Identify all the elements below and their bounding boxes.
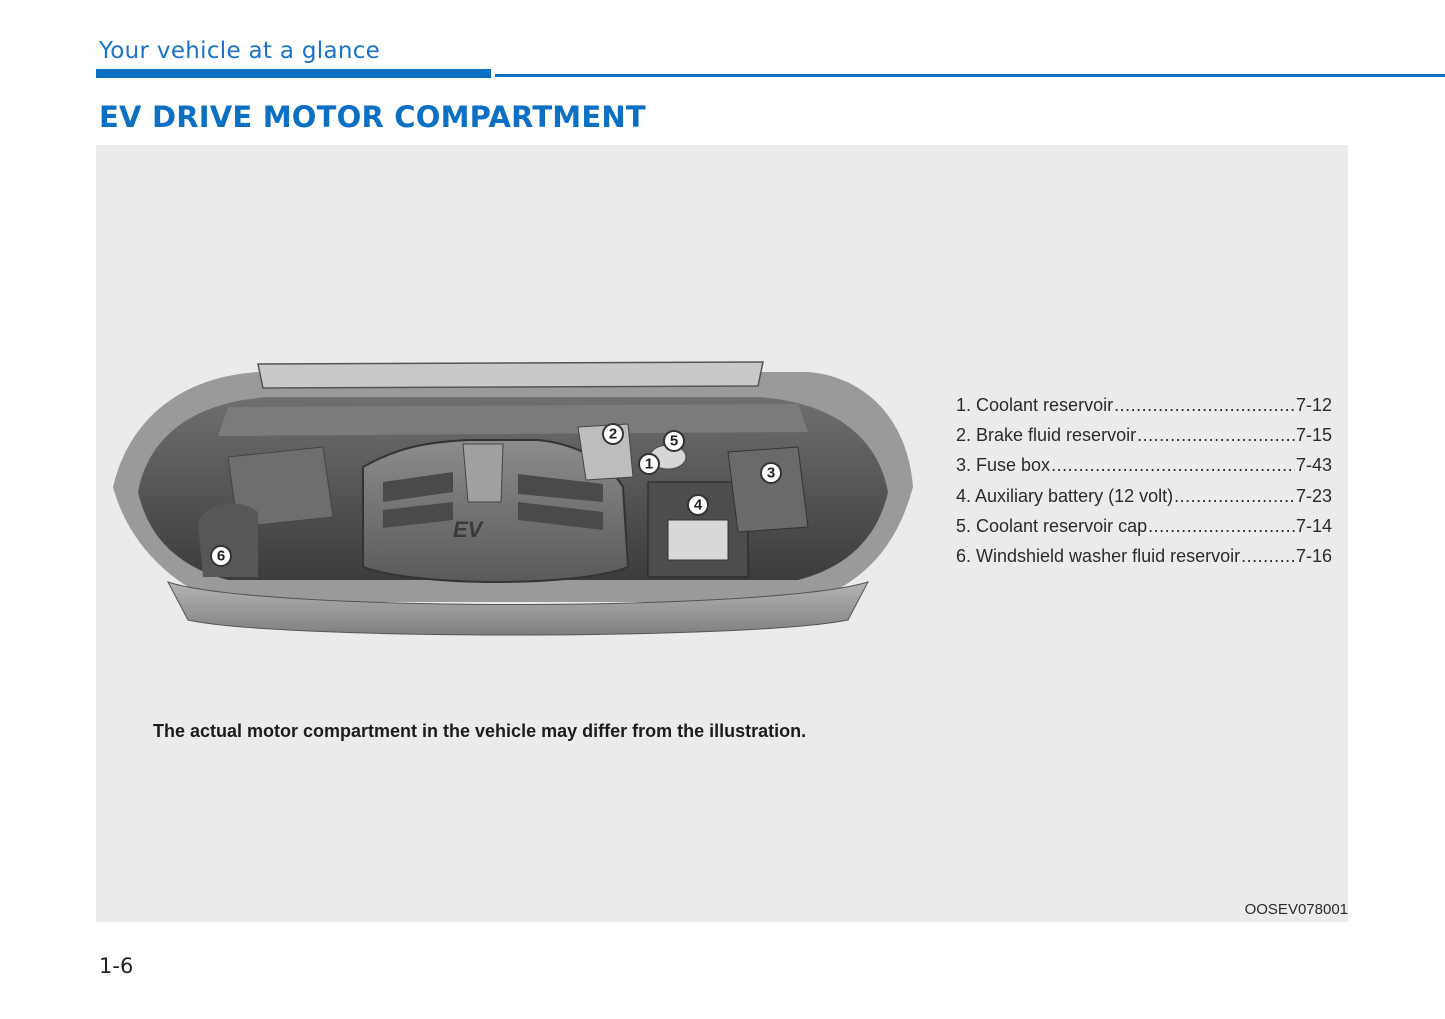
callout-3 [761,463,781,483]
callout-5 [664,431,684,451]
svg-text:3: 3 [766,464,776,482]
page-title: EV DRIVE MOTOR COMPARTMENT [99,100,646,134]
svg-text:4: 4 [693,496,703,514]
svg-text:2: 2 [608,425,618,443]
section-title: Your vehicle at a glance [99,38,381,64]
legend-item: 1. Coolant reservoir ..... 7-12 [956,395,1332,425]
header-rule-thin [495,74,1445,77]
svg-text:6: 6 [216,547,226,565]
svg-text:5: 5 [669,432,679,450]
image-code: OOSEV078001 [1244,901,1348,918]
legend-item: 2. Brake fluid reservoir ..... 7-15 [956,425,1332,455]
callout-6 [211,546,231,566]
page-number: 1-6 [99,954,134,978]
callout-4 [688,495,708,515]
component-legend [956,395,1332,576]
legend-item: 4. Auxiliary battery (12 volt) ..... 7-23 [956,486,1332,516]
legend-item: 5. Coolant reservoir cap ..... 7-14 [956,516,1332,546]
callout-1 [639,454,659,474]
legend-item: 6. Windshield washer fluid reservoir ..... 7-16 [956,546,1332,576]
illustration-note: The actual motor compartment in the vehicle may differ from the illustration. [153,721,807,741]
motor-compartment-illustration [108,352,918,642]
svg-text:1: 1 [644,455,654,473]
legend-item: 3. Fuse box ..... 7-43 [956,455,1332,485]
callout-2 [603,424,623,444]
header-rule-thick [96,69,491,78]
ev-cover-text: EV [453,517,483,542]
